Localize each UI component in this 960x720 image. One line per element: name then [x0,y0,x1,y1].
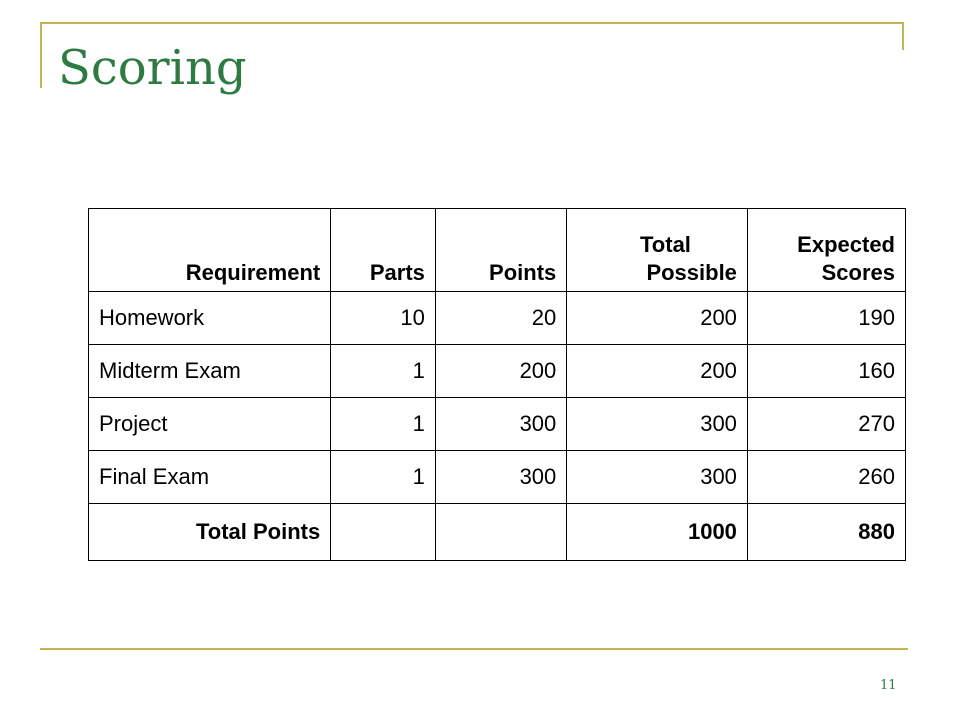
table-row [89,345,906,398]
cell-total-possible: 300 [567,451,748,504]
cell-expected-scores: 260 [747,451,905,504]
decorative-bottom-line [40,648,908,650]
cell-parts: 1 [331,398,436,451]
table-row [89,292,906,345]
header-total-possible-line1: Total [640,232,691,257]
table-row [89,398,906,451]
cell-requirement: Midterm Exam [89,345,331,398]
cell-requirement: Project [89,398,331,451]
header-points: Points [435,209,566,292]
decorative-left-line [40,22,42,88]
header-total-possible [567,209,748,292]
header-expected-scores [747,209,905,292]
cell-requirement: Homework [89,292,331,345]
decorative-top-line [40,22,904,24]
scoring-table [88,208,906,561]
cell-expected-scores: 270 [747,398,905,451]
total-points-cell [435,504,566,561]
decorative-right-line [902,22,904,50]
cell-requirement: Final Exam [89,451,331,504]
total-possible-sum: 1000 [567,504,748,561]
cell-parts: 1 [331,345,436,398]
cell-parts: 10 [331,292,436,345]
table-row [89,451,906,504]
header-total-possible-line2: Possible [646,260,737,285]
cell-total-possible: 200 [567,292,748,345]
expected-scores-sum: 880 [747,504,905,561]
total-points-label: Total Points [89,504,331,561]
header-requirement: Requirement [89,209,331,292]
slide-title: Scoring [58,40,247,96]
cell-expected-scores: 190 [747,292,905,345]
header-expected-scores-line2: Scores [821,260,895,285]
table-total-row [89,504,906,561]
cell-parts: 1 [331,451,436,504]
cell-expected-scores: 160 [747,345,905,398]
page-number: 11 [880,678,897,693]
cell-points: 300 [435,398,566,451]
total-parts-cell [331,504,436,561]
cell-total-possible: 300 [567,398,748,451]
cell-total-possible: 200 [567,345,748,398]
header-expected-scores-line1: Expected [797,232,895,257]
header-parts: Parts [331,209,436,292]
table-header-row [89,209,906,292]
cell-points: 20 [435,292,566,345]
cell-points: 300 [435,451,566,504]
cell-points: 200 [435,345,566,398]
